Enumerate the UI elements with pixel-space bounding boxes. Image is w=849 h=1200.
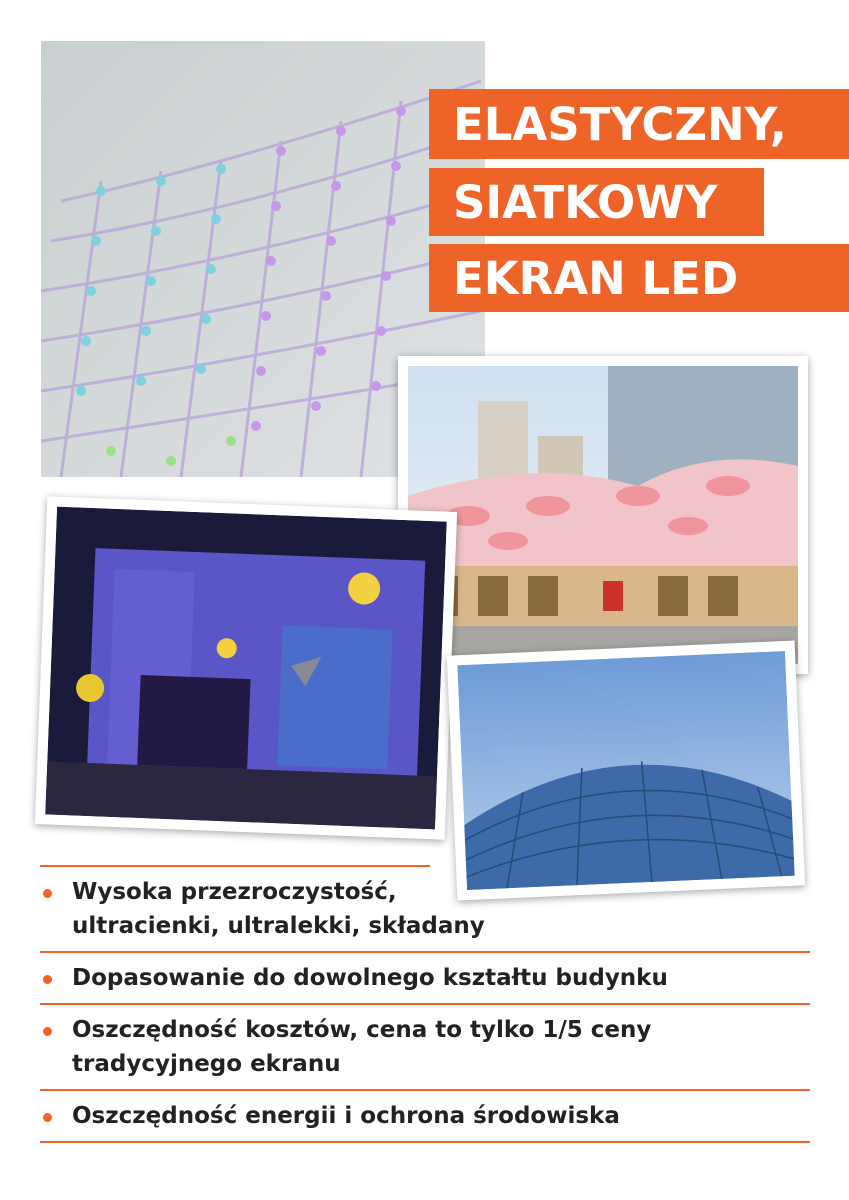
feature-text-line: Oszczędność energii i ochrona środowiska: [72, 1103, 620, 1129]
mall-facade-photo: [398, 356, 808, 674]
feature-item: [40, 1091, 810, 1141]
feature-text: [72, 1099, 620, 1133]
title-text-3: EKRAN LED: [453, 251, 739, 305]
feature-text-line: Wysoka przezroczystość,: [72, 879, 397, 905]
bullet-dot: [43, 1027, 52, 1036]
feature-item: [40, 953, 810, 1003]
title-line-3: [429, 244, 849, 312]
title-text-1: ELASTYCZNY,: [453, 97, 787, 151]
dome-photo: [447, 641, 805, 901]
night-building-photo: [35, 496, 457, 839]
title-line-2: [429, 168, 764, 236]
bullet-dot: [43, 1113, 52, 1122]
feature-item: [40, 867, 810, 951]
title-line-1: [429, 89, 849, 159]
feature-text: [72, 1013, 651, 1081]
divider: [40, 1141, 810, 1143]
bullet-dot: [43, 889, 52, 898]
feature-text-line: Oszczędność kosztów, cena to tylko 1/5 ceny: [72, 1017, 652, 1043]
feature-text-line: Dopasowanie do dowolnego kształtu budynku: [72, 965, 668, 991]
feature-text-line: tradycyjnego ekranu: [72, 1051, 341, 1077]
bullet-dot: [43, 975, 52, 984]
feature-item: [40, 1005, 810, 1089]
feature-text-line: ultracienki, ultralekki, składany: [72, 913, 485, 939]
feature-text: [72, 875, 485, 943]
feature-text: [72, 961, 668, 995]
feature-list: [40, 865, 810, 1143]
title-text-2: SIATKOWY: [453, 175, 718, 229]
